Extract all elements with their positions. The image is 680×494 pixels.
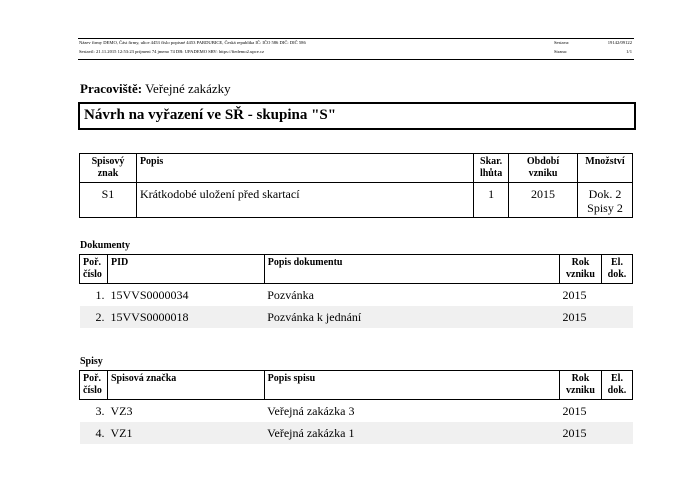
summary-mnozstvi-dok: Dok. 2 (588, 187, 622, 201)
row-rok: 2015 (562, 288, 587, 302)
table-row (80, 284, 633, 307)
row-pid: 15VVS0000018 (107, 306, 264, 328)
row-rok: 2015 (560, 306, 602, 328)
row-no: 4. (80, 422, 108, 444)
col-skar-lhuta: Skar. lhůta (474, 154, 509, 183)
header-strana-value: 1/1 (626, 49, 632, 54)
documents-section-title: Dokumenty (80, 240, 131, 251)
row-el (601, 400, 632, 423)
workplace-label: Pracoviště: (80, 81, 143, 96)
col-obdobi-vzniku: Období vzniku (509, 154, 578, 183)
summary-popis: Krátkodobé uložení před skartací (136, 183, 473, 218)
summary-header-row (80, 154, 633, 183)
files-header-row (80, 371, 633, 400)
header-strana-label: Strana: (554, 49, 568, 54)
row-pid: 15VVS0000034 (110, 288, 189, 302)
header-company-line: Název firmy DEMO, Část firmy, ulice 4453 číslo popisné 4453 PARDUBICE, Česká republika IČ: IČO 586 DIČ: DIČ 586 (79, 40, 306, 45)
col-popis: Popis (136, 154, 473, 183)
summary-obdobi: 2015 (509, 183, 578, 218)
header-author-line: Sestavil: 21.11.2015 12:53:23 prijmeni 74 jmeno 74 DB: UPADEMO SRV: https://fiedemo2.upce.cz (79, 49, 264, 54)
col-mnozstvi: Množství (577, 154, 632, 183)
summary-mnozstvi (577, 183, 632, 218)
row-el (601, 306, 632, 328)
row-znacka: VZ1 (107, 422, 264, 444)
documents-table (79, 254, 633, 328)
report-header (78, 38, 634, 60)
row-rok: 2015 (560, 422, 602, 444)
row-no: 1. (95, 288, 105, 302)
files-table (79, 370, 633, 444)
report-title: Návrh na vyřazení ve SŘ - skupina "S" (84, 107, 337, 123)
col-spisovy-znak: Spisový znak (80, 154, 137, 183)
summary-table (79, 153, 633, 218)
row-popis: Pozvánka k jednání (264, 306, 559, 328)
row-el (601, 284, 632, 307)
row-znacka: VZ3 (110, 404, 133, 418)
header-sestava-label: Sestava: (554, 40, 570, 45)
row-no: 3. (95, 404, 105, 418)
table-row (80, 400, 633, 423)
summary-lhuta: 1 (474, 183, 509, 218)
row-popis: Pozvánka (267, 288, 314, 302)
col-por-cislo: Poř. číslo (80, 371, 108, 400)
row-popis: Veřejná zakázka 1 (264, 422, 559, 444)
files-section-title: Spisy (80, 356, 103, 367)
col-spisova-znacka: Spisová značka (107, 371, 264, 400)
table-row (80, 422, 633, 444)
workplace (80, 81, 231, 97)
row-rok: 2015 (562, 404, 587, 418)
workplace-value: Veřejné zakázky (145, 81, 231, 96)
col-popis-dokumentu: Popis dokumentu (264, 255, 559, 284)
col-el-dok: El. dok. (601, 371, 632, 400)
col-popis-spisu: Popis spisu (264, 371, 559, 400)
row-no: 2. (80, 306, 108, 328)
summary-mnozstvi-spisy: Spisy 2 (587, 201, 623, 215)
table-row (80, 306, 633, 328)
summary-znak: S1 (80, 183, 137, 218)
col-por-cislo: Poř. číslo (80, 255, 108, 284)
col-rok-vzniku: Rok vzniku (560, 255, 602, 284)
row-el (601, 422, 632, 444)
report-title-box (78, 102, 636, 130)
summary-row (80, 183, 633, 218)
col-pid: PID (107, 255, 264, 284)
row-popis: Veřejná zakázka 3 (267, 404, 355, 418)
header-sestava-value: 19142/09122 (607, 40, 632, 45)
col-el-dok: El. dok. (601, 255, 632, 284)
documents-header-row (80, 255, 633, 284)
col-rok-vzniku: Rok vzniku (560, 371, 602, 400)
